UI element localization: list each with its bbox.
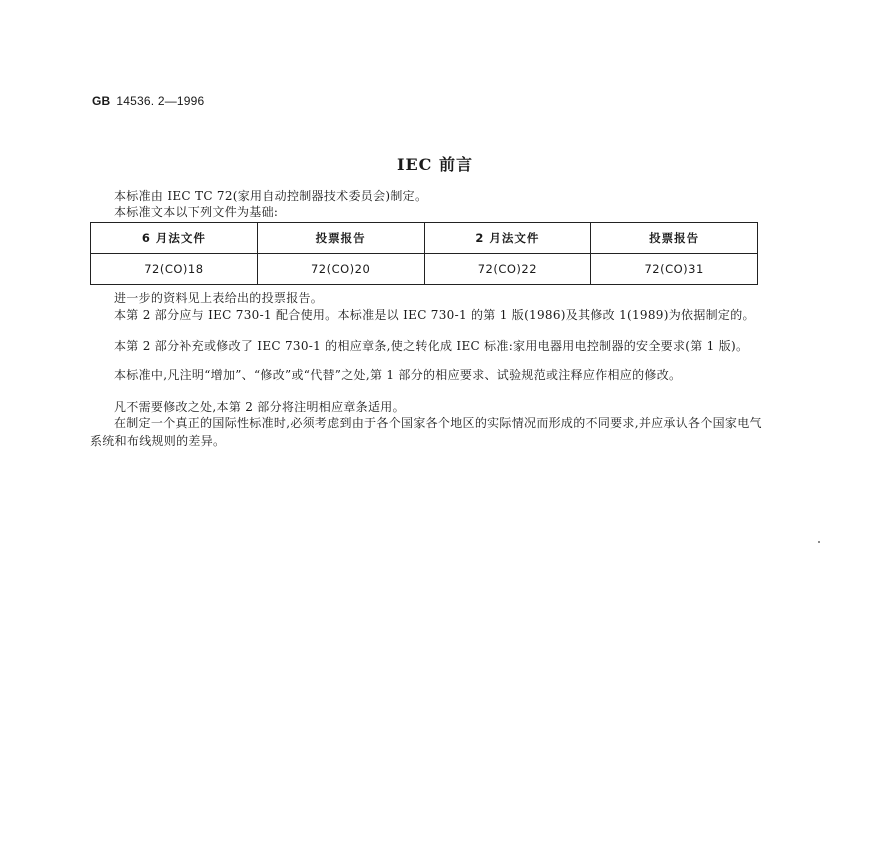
intro-paragraph-1: 本标准由 IEC TC 72(家用自动控制器技术委员会)制定。	[114, 189, 428, 203]
table-header-cell: 2 月法文件	[424, 223, 591, 254]
document-code	[92, 94, 204, 108]
doc-code-number: 14536. 2—1996	[116, 94, 205, 108]
body-paragraph-3: 本第 2 部分补充或修改了 IEC 730-1 的相应章条,使之转化成 IEC 标准:家用电器用电控制器的安全要求(第 1 版)。	[114, 339, 749, 353]
table-header-row	[91, 223, 758, 254]
body-paragraph-1: 进一步的资料见上表给出的投票报告。	[114, 291, 324, 305]
body-paragraph-4: 本标准中,凡注明“增加”、“修改”或“代替”之处,第 1 部分的相应要求、试验规范或注释应作相应的修改。	[114, 368, 682, 382]
table-cell: 72(CO)20	[257, 254, 424, 285]
document-table	[90, 222, 758, 285]
table-header-cell: 投票报告	[591, 223, 758, 254]
table-header-cell: 6 月法文件	[91, 223, 258, 254]
table-cell: 72(CO)22	[424, 254, 591, 285]
body-paragraph-5: 凡不需要修改之处,本第 2 部分将注明相应章条适用。	[114, 400, 405, 414]
table-cell: 72(CO)18	[91, 254, 258, 285]
body-paragraph-2: 本第 2 部分应与 IEC 730-1 配合使用。本标准是以 IEC 730-1 的第 1 版(1986)及其修改 1(1989)为依据制定的。	[114, 308, 755, 322]
body-paragraph-6: 在制定一个真正的国际性标准时,必须考虑到由于各个国家各个地区的实际情况而形成的不同要求,并应承认各个国家电气系统和布线规则的差异。	[90, 416, 762, 448]
table-header-cell: 投票报告	[257, 223, 424, 254]
page-title: IEC 前言	[397, 155, 473, 174]
table-row	[91, 254, 758, 285]
scan-speck	[818, 541, 820, 543]
table-cell: 72(CO)31	[591, 254, 758, 285]
doc-code-prefix: GB	[92, 94, 111, 108]
intro-paragraph-2: 本标准文本以下列文件为基础:	[114, 205, 279, 219]
